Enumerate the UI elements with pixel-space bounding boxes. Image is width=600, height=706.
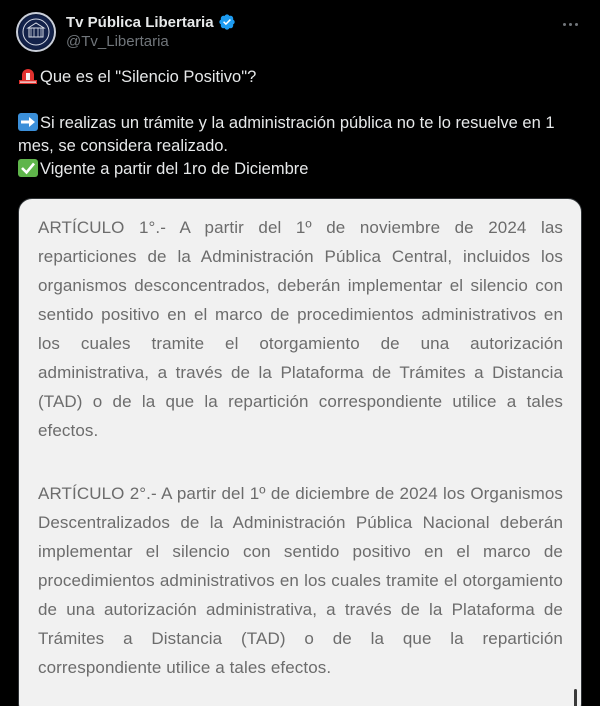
scrollbar[interactable] — [574, 689, 577, 706]
tweet-line-explanation — [18, 112, 590, 158]
article-2-text: ARTÍCULO 2°.- A partir del 1º de diciembre de 2024 los Organismos Descentralizados de la Administración Pública Nacional deberán implementar el silencio con sentido positivo en el marco de procedimientos administrativos en los cuales tramite el otorgamiento de una autorización administrativa, a través de la Plataforma de Trámites a Distancia (TAD) o de la que la repartición correspondiente utilice a tales efectos. — [38, 484, 563, 677]
siren-icon — [18, 67, 38, 85]
check-mark-icon — [18, 159, 38, 177]
user-info — [66, 12, 236, 50]
avatar[interactable] — [16, 12, 56, 52]
verified-badge-icon[interactable] — [218, 13, 236, 31]
tweet-media-image[interactable] — [18, 198, 582, 706]
avatar-seal-icon — [18, 14, 54, 50]
tweet-text — [18, 66, 590, 181]
display-name[interactable]: Tv Pública Libertaria — [66, 13, 214, 31]
arrow-right-icon — [18, 113, 38, 131]
tweet-line3-text: Vigente a partir del 1ro de Diciembre — [40, 160, 309, 178]
handle[interactable]: @Tv_Libertaria — [66, 33, 169, 50]
tweet-line-vigente — [18, 158, 590, 181]
tweet-line-question — [18, 66, 590, 89]
name-row — [66, 12, 236, 32]
article-1-text: ARTÍCULO 1°.- A partir del 1º de noviembre de 2024 las reparticiones de la Administración Pública Central, incluidos los organismos desconcentrados, deberán implementar el silencio con sentido positivo en el marco de procedimientos administrativos en los cuales tramite el otorgamiento de una autorización administrativa, a través de la Plataforma de Trámites a Distancia (TAD) o de la que la repartición correspondiente utilice a tales efectos. — [38, 218, 563, 440]
more-options-icon[interactable] — [558, 14, 582, 34]
tweet-line1-text: Que es el "Silencio Positivo"? — [40, 68, 257, 86]
tweet-line2-text: Si realizas un trámite y la administración pública no te lo resuelve en 1 mes, se considera realizado. — [18, 114, 555, 155]
tweet-header — [16, 10, 584, 54]
